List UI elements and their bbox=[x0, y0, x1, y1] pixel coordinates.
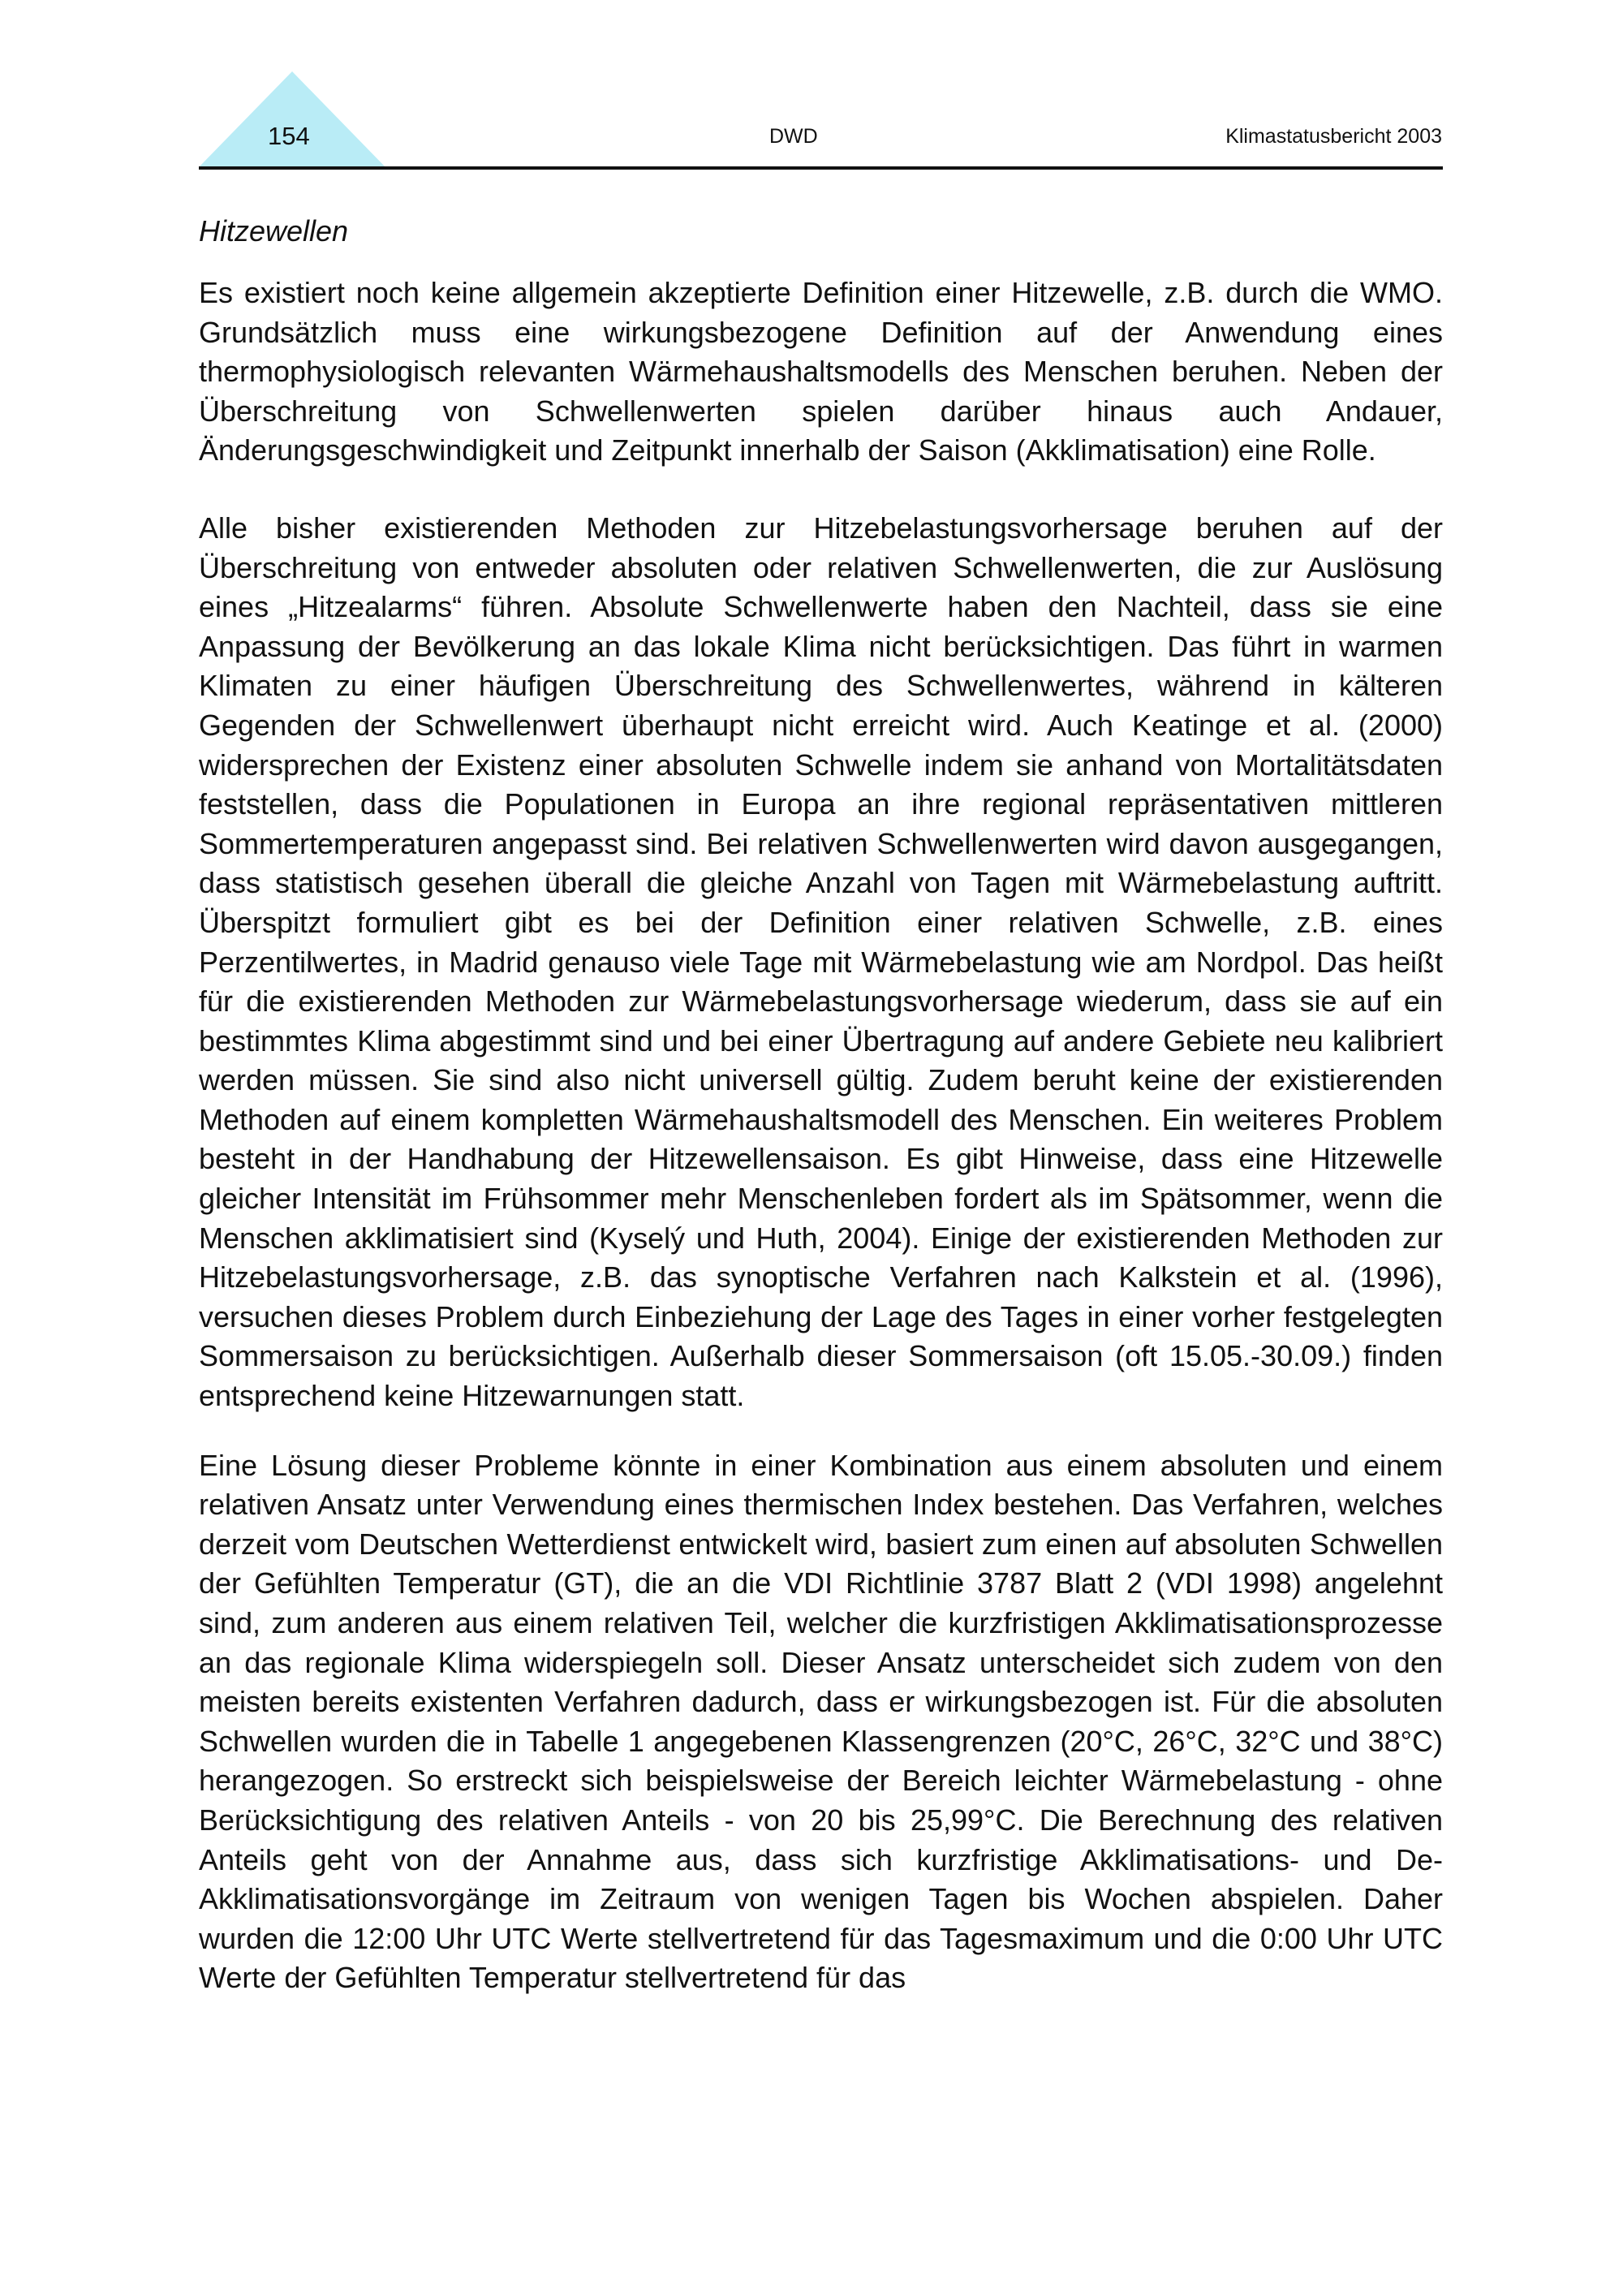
running-head-publisher: DWD bbox=[769, 125, 818, 148]
section-heading: Hitzewellen bbox=[199, 214, 349, 248]
header-divider bbox=[199, 166, 1443, 170]
page-number-triangle bbox=[199, 71, 385, 167]
paragraph-existing-methods: Alle bisher existierenden Methoden zur Hitzebelastungsvorhersage beruhen auf der Überschreitung von entweder absoluten oder relativen Schwellenwerten, die zur Auslösung eines „Hitzealarms“ führen. Absolute Schwellenwerte haben den Nachteil, dass sie eine Anpassung der Bevölkerung an das lokale Klima nicht berücksichtigen. Das führt in warmen Klimaten zu einer häufigen Überschreitung des Schwellenwertes, während in kälteren Gegenden der Schwellenwert überhaupt nicht erreicht wird. Auch Keatinge et al. (2000) widersprechen der Existenz einer absoluten Schwelle indem sie anhand von Mortalitätsdaten feststellen, dass die Populationen in Europa an ihre regional repräsentativen mittleren Sommertemperaturen angepasst sind. Bei relativen Schwellenwerten wird davon ausgegangen, dass statistisch gesehen überall die gleiche Anzahl von Tagen mit Wärmebelastung auftritt. Überspitzt formuliert gibt es bei der Definition einer relativen Schwelle, z.B. eines Perzentilwertes, in Madrid genauso viele Tage mit Wärmebelastung wie am Nordpol. Das heißt für die existierenden Methoden zur Wärmebelastungsvorhersage wiederum, dass sie auf ein bestimmtes Klima abgestimmt sind und bei einer Übertragung auf andere Gebiete neu kalibriert werden müssen. Sie sind also nicht universell gültig. Zudem beruht keine der existierenden Methoden auf einem kompletten Wärmehaushaltsmodell des Menschen. Ein weiteres Problem besteht in der Handhabung der Hitzewellensaison. Es gibt Hinweise, dass eine Hitzewelle gleicher Intensität im Frühsommer mehr Menschenleben fordert als im Spätsommer, wenn die Menschen akklimatisiert sind (Kyselý und Huth, 2004). Einige der existierenden Methoden zur Hitzebelastungsvorhersage, z.B. das synoptische Verfahren nach Kalkstein et al. (1996), versuchen dieses Problem durch Einbeziehung der Lage des Tages in einer vorher festgelegten Sommersaison zu berücksichtigen. Außerhalb dieser Sommersaison (oft 15.05.-30.09.) finden entsprechend keine Hitzewarnungen statt. bbox=[199, 510, 1443, 1413]
page-body bbox=[199, 209, 1443, 2036]
paragraph-proposed-solution: Eine Lösung dieser Probleme könnte in einer Kombination aus einem absoluten und einem relativen Ansatz unter Verwendung eines thermischen Index bestehen. Das Verfahren, welches derzeit vom Deutschen Wetterdienst entwickelt wird, basiert zum einen auf absoluten Schwellen der Gefühlten Temperatur (GT), die an die VDI Richtlinie 3787 Blatt 2 (VDI 1998) angelehnt sind, zum anderen aus einem relativen Teil, welcher die kurzfristigen Akklimatisationsprozesse an das regionale Klima widerspiegeln soll. Dieser Ansatz unterscheidet sich zudem von den meisten bereits existenten Verfahren dadurch, dass er wirkungsbezogen ist. Für die absoluten Schwellen wurden die in Tabelle 1 angegebenen Klassengrenzen (20°C, 26°C, 32°C und 38°C) herangezogen. So erstreckt sich beispielsweise der Bereich leichter Wärmebelastung - ohne Berücksichtigung des relativen Anteils - von 20 bis 25,99°C. Die Berechnung des relativen Anteils geht von der Annahme aus, dass sich kurzfristige Akklimatisations- und De-Akklimatisationsvorgänge im Zeitraum von wenigen Tagen bis Wochen abspielen. Daher wurden die 12:00 Uhr UTC Werte stellvertretend für das Tagesmaximum und die 0:00 Uhr UTC Werte der Gefühlten Temperatur stellvertretend für das bbox=[199, 1448, 1443, 1995]
page-number: 154 bbox=[268, 122, 310, 150]
paragraph-heat-wave-definition: Es existiert noch keine allgemein akzeptierte Definition einer Hitzewelle, z.B. durch die WMO. Grundsätzlich muss eine wirkungsbezogene Definition auf der Anwendung eines thermophysiologisch relevanten Wärmehaushaltsmodells des Menschen beruhen. Neben der Überschreitung von Schwellenwerten spielen darüber hinaus auch Andauer, Änderungsgeschwindigkeit und Zeitpunkt innerhalb der Saison (Akklimatisation) eine Rolle. bbox=[199, 276, 1443, 467]
running-head-title: Klimastatusbericht 2003 bbox=[1225, 125, 1442, 148]
